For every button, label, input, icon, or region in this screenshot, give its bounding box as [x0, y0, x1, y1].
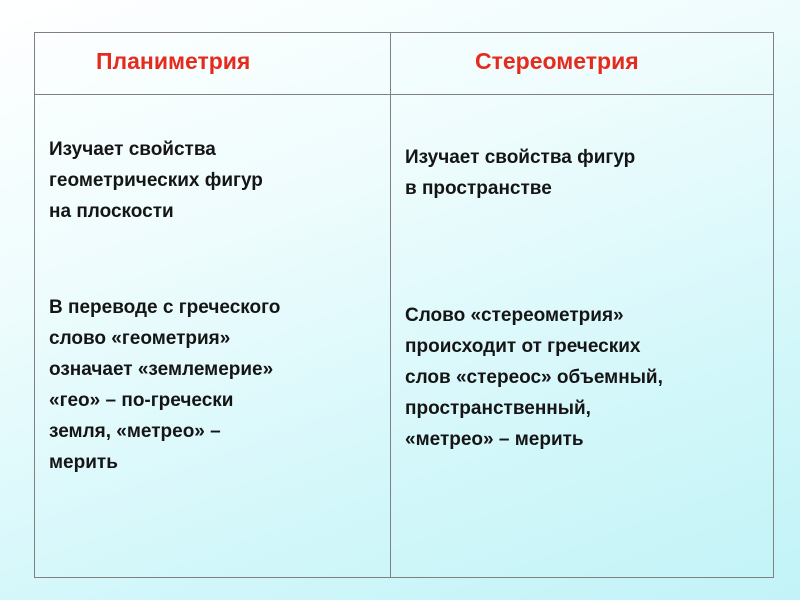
header-planimetry: Планиметрия — [96, 48, 251, 74]
stereometry-etymology: Слово «стереометрия» происходит от греческих слов «стереос» объемный, пространственный, «метрео» – мерить — [405, 305, 663, 450]
stereometry-definition: Изучает свойства фигур в пространстве — [405, 147, 636, 199]
column-divider — [390, 32, 391, 578]
header-divider — [34, 94, 774, 95]
planimetry-etymology: В переводе с греческого слово «геометрия» означает «землемерие» «гео» – по-гречески земля, «метрео» – мерить — [49, 297, 281, 473]
planimetry-definition: Изучает свойства геометрических фигур на плоскости — [49, 139, 263, 222]
header-stereometry: Стереометрия — [475, 48, 639, 74]
